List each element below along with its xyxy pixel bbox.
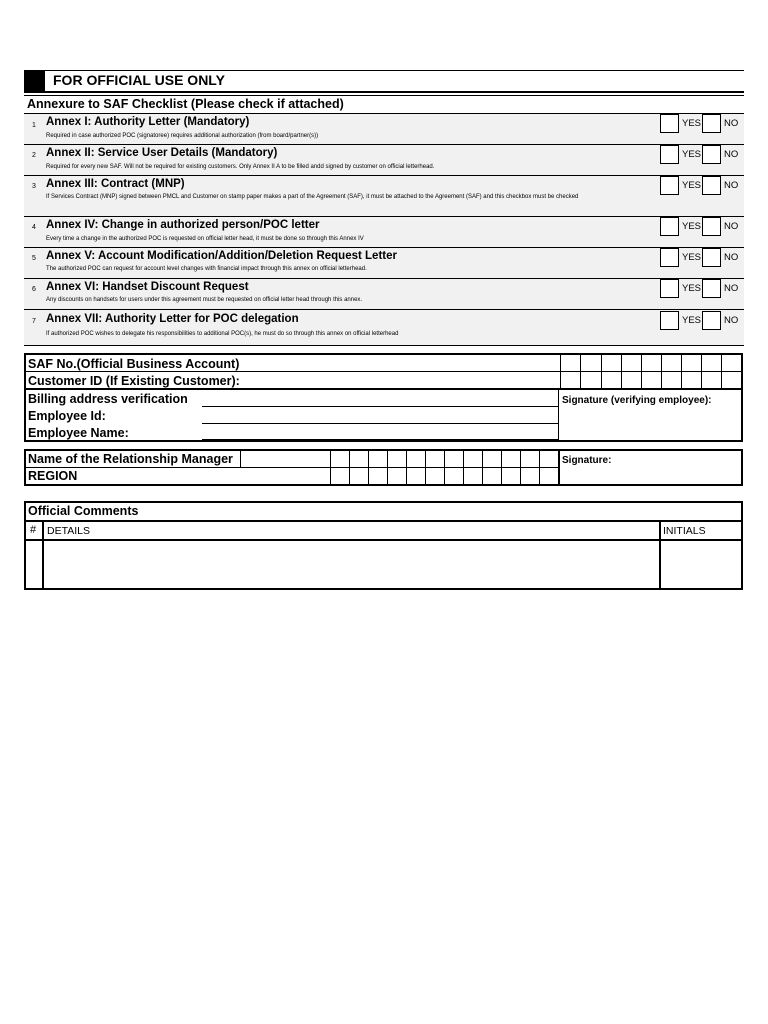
item-note: If Services Contract (MNP) signed between PMCL and Customer on stamp paper makes a part of the Agreement (SAF), it must be attached to the Agreement (SAF) and this checkbox must be checked — [46, 194, 579, 200]
yes-checkbox[interactable] — [660, 248, 679, 267]
employee-signature-field[interactable] — [560, 410, 740, 439]
checklist-item — [24, 145, 744, 175]
employee-id-label: Employee Id: — [28, 409, 106, 423]
item-title: Annex VI: Handset Discount Request — [46, 281, 249, 293]
yes-checkbox[interactable] — [660, 217, 679, 236]
item-note: Required for every new SAF. Will not be required for existing customers. Only Annex II A to be filled andd signed by customer on official letterhead. — [46, 164, 435, 170]
item-note: Required in case authorized POC (signatoree) requires additional authorization (from board/partner(s)) — [46, 133, 319, 139]
item-note: Every time a change in the authorized POC is requested on official letter head, it must be done so through this Annex IV — [46, 236, 364, 242]
no-checkbox[interactable] — [702, 279, 721, 298]
yes-label: YES — [682, 283, 702, 294]
manager-name-grid[interactable] — [330, 451, 558, 484]
yes-label: YES — [682, 252, 702, 263]
signature-verifying-label: Signature (verifying employee): — [562, 395, 712, 406]
checklist-item — [24, 248, 744, 278]
no-label: NO — [724, 180, 739, 191]
manager-signature-label: Signature: — [562, 455, 612, 466]
no-checkbox[interactable] — [702, 176, 721, 195]
no-checkbox[interactable] — [702, 311, 721, 330]
checklist-item — [24, 310, 744, 345]
item-title: Annex IV: Change in authorized person/POC letter — [46, 219, 320, 231]
item-note: The authorized POC can request for account level changes with financial impact through this annex on official letterhead. — [46, 266, 367, 272]
checklist-item — [24, 217, 744, 247]
header-black-square — [24, 70, 45, 91]
item-title: Annex V: Account Modification/Addition/Deletion Request Letter — [46, 250, 397, 262]
item-note: If authorized POC wishes to delegate his responsibilities to additional POC(s), he must do so through this annex on official letterhead — [46, 331, 399, 337]
saf-number-grid[interactable] — [560, 355, 741, 388]
yes-label: YES — [682, 221, 702, 232]
checklist-item — [24, 279, 744, 309]
no-checkbox[interactable] — [702, 114, 721, 133]
comments-col-details: DETAILS — [47, 525, 90, 537]
comments-col-number: # — [30, 524, 37, 536]
item-number: 5 — [32, 255, 36, 262]
yes-checkbox[interactable] — [660, 114, 679, 133]
item-number: 3 — [32, 183, 36, 190]
item-title: Annex I: Authority Letter (Mandatory) — [46, 116, 250, 128]
yes-checkbox[interactable] — [660, 145, 679, 164]
item-number: 4 — [32, 224, 36, 231]
item-note: Any discounts on handsets for users under this agreement must be requested on official letter head through this annex. — [46, 297, 363, 303]
region-label: REGION — [28, 469, 78, 483]
manager-signature-field[interactable] — [562, 468, 740, 484]
employee-name-label: Employee Name: — [28, 426, 129, 440]
checklist-item — [24, 176, 744, 216]
item-number: 6 — [32, 286, 36, 293]
no-label: NO — [724, 149, 739, 160]
item-number: 1 — [32, 122, 36, 129]
item-number: 2 — [32, 152, 36, 159]
yes-checkbox[interactable] — [660, 311, 679, 330]
no-checkbox[interactable] — [702, 217, 721, 236]
no-label: NO — [724, 118, 739, 129]
yes-label: YES — [682, 315, 702, 326]
relationship-manager-label: Name of the Relationship Manager — [28, 452, 233, 466]
comments-col-initials: INITIALS — [663, 525, 706, 537]
item-title: Annex II: Service User Details (Mandatory) — [46, 147, 278, 159]
item-title: Annex III: Contract (MNP) — [46, 178, 185, 190]
checklist-heading: Annexure to SAF Checklist (Please check if attached) — [27, 97, 344, 111]
no-label: NO — [724, 315, 739, 326]
page-title: FOR OFFICIAL USE ONLY — [53, 72, 225, 88]
no-label: NO — [724, 283, 739, 294]
billing-verification-label: Billing address verification — [28, 392, 188, 406]
no-label: NO — [724, 221, 739, 232]
comments-heading: Official Comments — [28, 504, 139, 518]
item-title: Annex VII: Authority Letter for POC delegation — [46, 313, 299, 325]
yes-checkbox[interactable] — [660, 279, 679, 298]
yes-label: YES — [682, 180, 702, 191]
comments-initials-field[interactable] — [661, 541, 741, 588]
item-number: 7 — [32, 318, 36, 325]
no-checkbox[interactable] — [702, 145, 721, 164]
yes-label: YES — [682, 149, 702, 160]
no-label: NO — [724, 252, 739, 263]
no-checkbox[interactable] — [702, 248, 721, 267]
saf-label: SAF No.(Official Business Account) — [28, 357, 240, 371]
checklist-item — [24, 114, 744, 144]
comments-details-field[interactable] — [44, 541, 659, 588]
yes-checkbox[interactable] — [660, 176, 679, 195]
customer-id-label: Customer ID (If Existing Customer): — [28, 374, 240, 388]
yes-label: YES — [682, 118, 702, 129]
